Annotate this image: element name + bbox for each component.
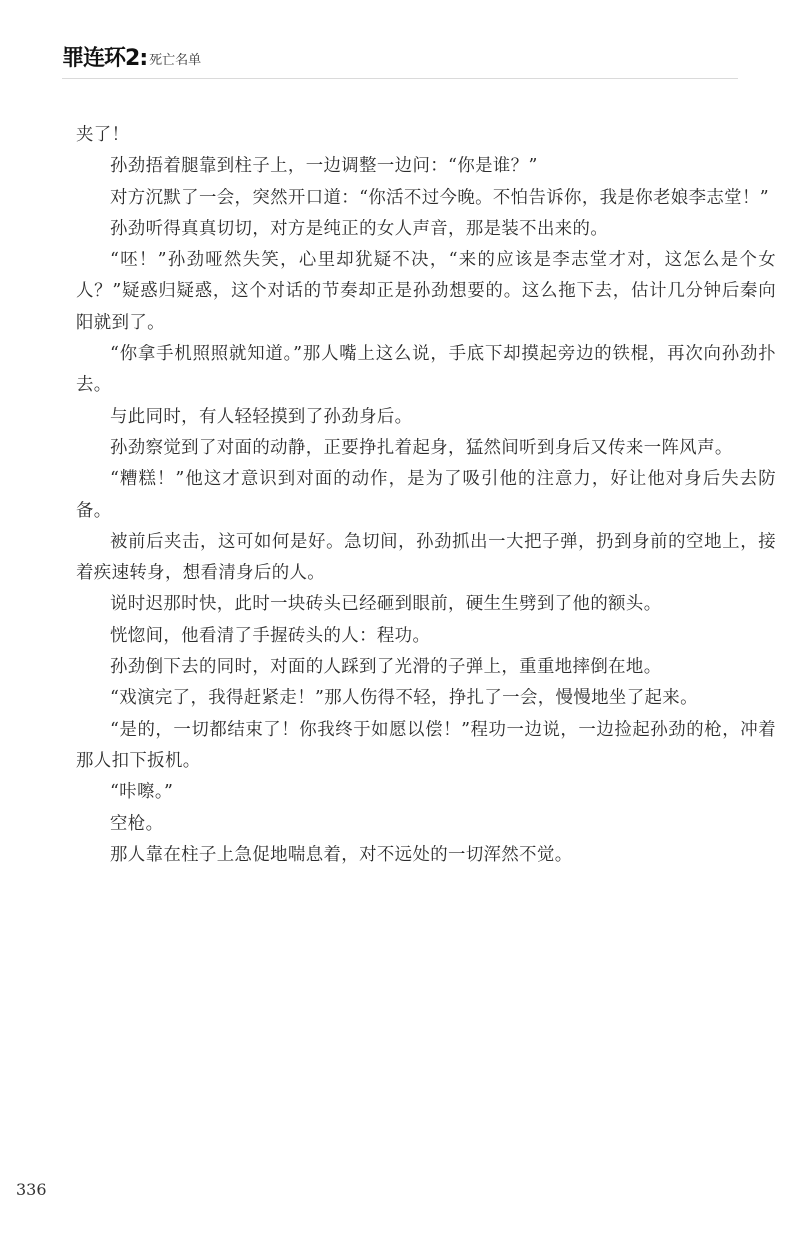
paragraph: “你拿手机照照就知道。”那人嘴上这么说，手底下却摸起旁边的铁棍，再次向孙劲扑去。 bbox=[76, 344, 776, 396]
header-rule bbox=[62, 78, 738, 79]
paragraph: 被前后夹击，这可如何是好。急切间，孙劲抓出一大把子弹，扔到身前的空地上，接着疾速转身，想看清身后的人。 bbox=[76, 531, 776, 584]
paragraph: 夹了！ bbox=[76, 125, 130, 145]
paragraph: 与此同时，有人轻轻摸到了孙劲身后。 bbox=[110, 406, 413, 427]
paragraph: “呸！”孙劲哑然失笑，心里却犹疑不决，“来的应该是李志堂才对，这怎么是个女人？”疑惑归疑惑，这个对话的节奏却正是孙劲想要的。这么拖下去，估计几分钟后秦向阳就到了。 bbox=[76, 250, 776, 333]
book-subtitle: 死亡名单 bbox=[149, 53, 202, 68]
paragraph: “糟糕！”他这才意识到对面的动作，是为了吸引他的注意力，好让他对身后失去防备。 bbox=[76, 469, 776, 521]
page-number: 336 bbox=[16, 1180, 47, 1199]
paragraph: “咔嚓。” bbox=[110, 782, 174, 803]
paragraph: 孙劲捂着腿靠到柱子上，一边调整一边问：“你是谁？” bbox=[110, 156, 538, 177]
paragraph: 说时迟那时快，此时一块砖头已经砸到眼前，硬生生劈到了他的额头。 bbox=[110, 594, 662, 615]
series-title: 罪连环2 bbox=[62, 46, 140, 71]
paragraph: “是的，一切都结束了！你我终于如愿以偿！”程功一边说，一边捡起孙劲的枪，冲着那人扣下扳机。 bbox=[76, 719, 776, 771]
paragraph: 孙劲听得真真切切，对方是纯正的女人声音，那是装不出来的。 bbox=[110, 218, 609, 239]
paragraph: 孙劲察觉到了对面的动静，正要挣扎着起身，猛然间听到身后又传来一阵风声。 bbox=[110, 437, 733, 458]
header-separator: : bbox=[139, 46, 149, 71]
paragraph: 恍惚间，他看清了手握砖头的人：程功。 bbox=[110, 625, 431, 646]
running-header bbox=[62, 46, 201, 72]
paragraph: 对方沉默了一会，突然开口道：“你活不过今晚。不怕告诉你，我是你老娘李志堂！” bbox=[110, 187, 770, 208]
paragraph: 孙劲倒下去的同时，对面的人踩到了光滑的子弹上，重重地摔倒在地。 bbox=[110, 657, 662, 678]
paragraph: 那人靠在柱子上急促地喘息着，对不远处的一切浑然不觉。 bbox=[110, 844, 573, 865]
paragraph: “戏演完了，我得赶紧走！”那人伤得不轻，挣扎了一会，慢慢地坐了起来。 bbox=[110, 688, 698, 709]
paragraph: 空枪。 bbox=[110, 813, 164, 834]
body-text bbox=[76, 120, 776, 871]
